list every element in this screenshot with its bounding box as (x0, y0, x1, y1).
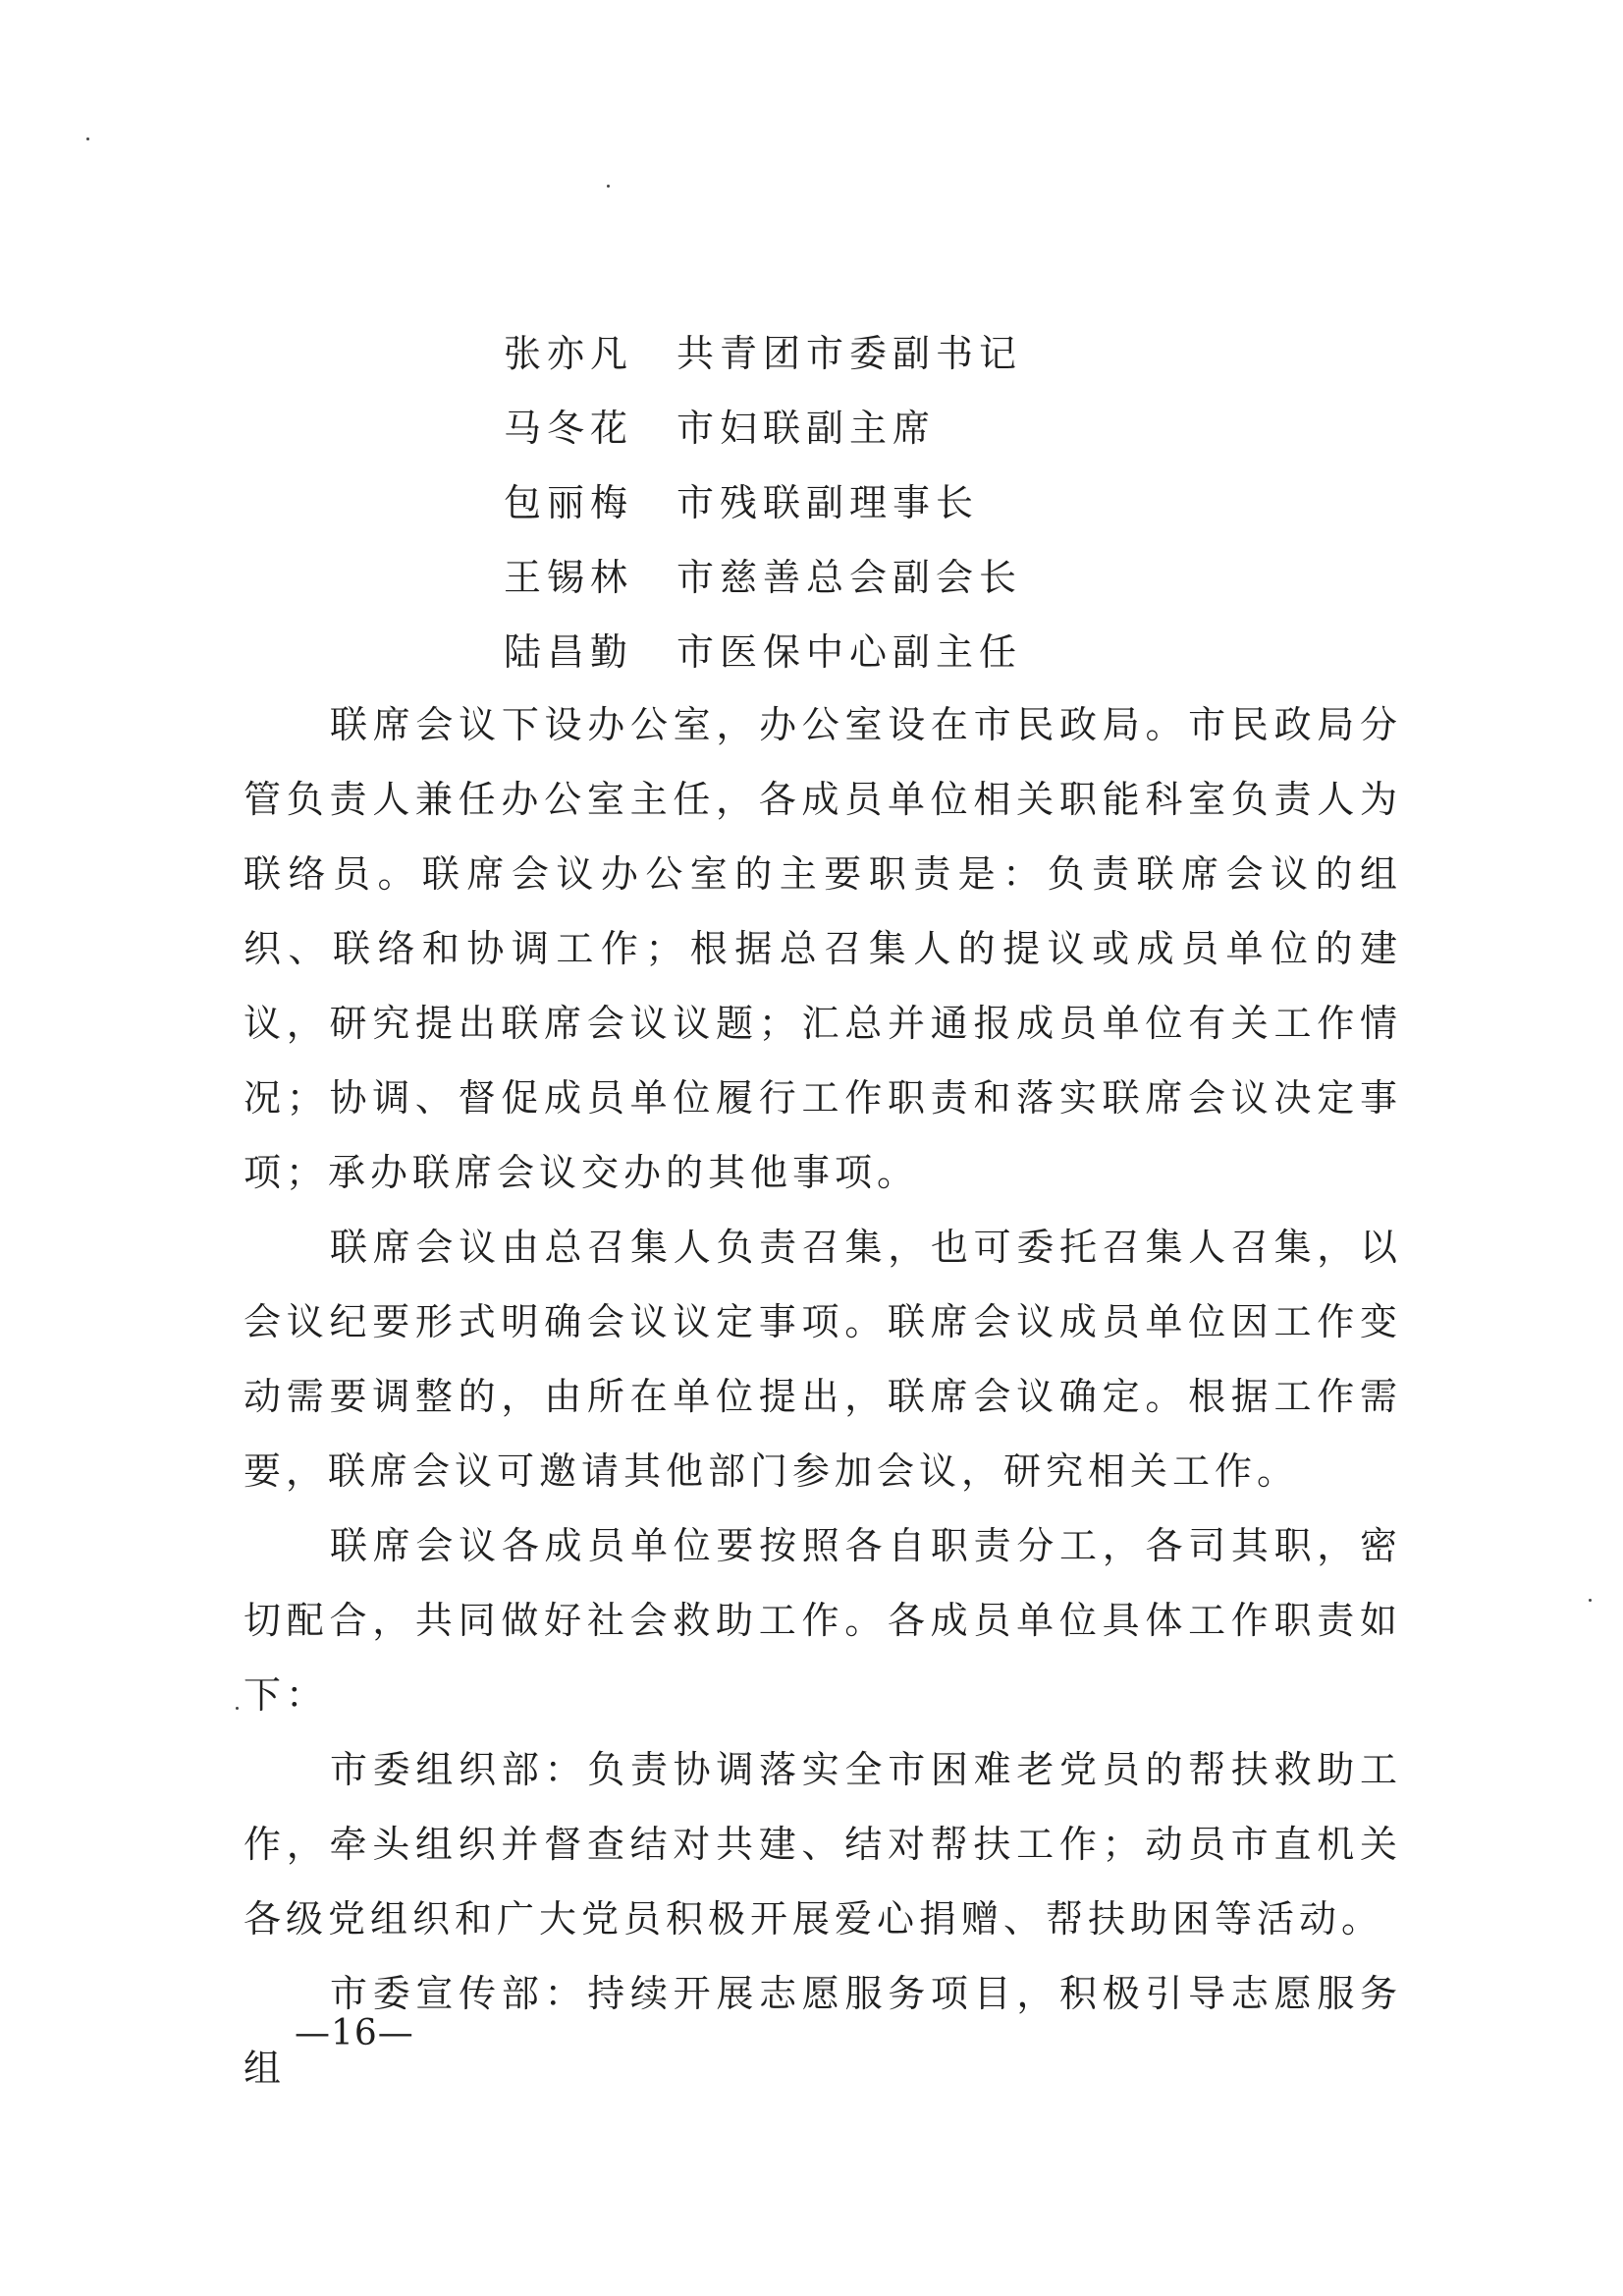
member-title: 市残联副理事长 (676, 480, 980, 524)
scan-speck (607, 185, 610, 188)
scan-speck (1589, 1599, 1592, 1602)
paragraph-organization-dept: 市委组织部：负责协调落实全市困难老党员的帮扶救助工作，牵头组织并督查结对共建、结对帮扶工作；动员市直机关各级党组织和广大党员积极开展爱心捐赠、帮扶助困等活动。 (243, 1748, 1402, 1941)
member-row (504, 312, 1022, 387)
member-title: 市妇联副主席 (676, 406, 937, 450)
paragraph-office-duties: 联席会议下设办公室，办公室设在市民政局。市民政局分管负责人兼任办公室主任，各成员单位相关职能科室负责人为联络员。联席会议办公室的主要职责是：负责联席会议的组织、联络和协调工作；根据总召集人的提议或成员单位的建议，研究提出联席会议议题；汇总并通报成员单位有关工作情况；协调、督促成员单位履行工作职责和落实联席会议决定事项；承办联席会议交办的其他事项。 (243, 703, 1402, 1194)
body-text (243, 687, 1402, 2105)
member-list (504, 312, 1022, 685)
member-name: 张亦凡 (504, 331, 634, 375)
scan-speck (236, 1707, 239, 1710)
member-row (504, 536, 1022, 611)
member-title: 共青团市委副书记 (676, 331, 1023, 375)
member-name: 王锡林 (504, 555, 634, 599)
scan-speck (86, 137, 89, 140)
paragraph-publicity-dept: 市委宣传部：持续开展志愿服务项目，积极引导志愿服务组 (243, 1972, 1402, 2090)
member-title: 市医保中心副主任 (676, 629, 1023, 674)
page-number: —16— (295, 2013, 414, 2053)
member-row (504, 387, 1022, 462)
paragraph-meeting-convening: 联席会议由总召集人负责召集，也可委托召集人召集，以会议纪要形式明确会议议定事项。联席会议成员单位因工作变动需要调整的，由所在单位提出，联席会议确定。根据工作需要，联席会议可邀请其他部门参加会议，研究相关工作。 (243, 1226, 1402, 1493)
paragraph-member-cooperation: 联席会议各成员单位要按照各自职责分工，各司其职，密切配合，共同做好社会救助工作。各成员单位具体工作职责如下： (243, 1524, 1402, 1717)
member-name: 马冬花 (504, 406, 634, 450)
member-name: 陆昌勤 (504, 629, 634, 674)
member-row (504, 611, 1022, 685)
member-row (504, 462, 1022, 536)
member-title: 市慈善总会副会长 (676, 555, 1023, 599)
member-name: 包丽梅 (504, 480, 634, 524)
